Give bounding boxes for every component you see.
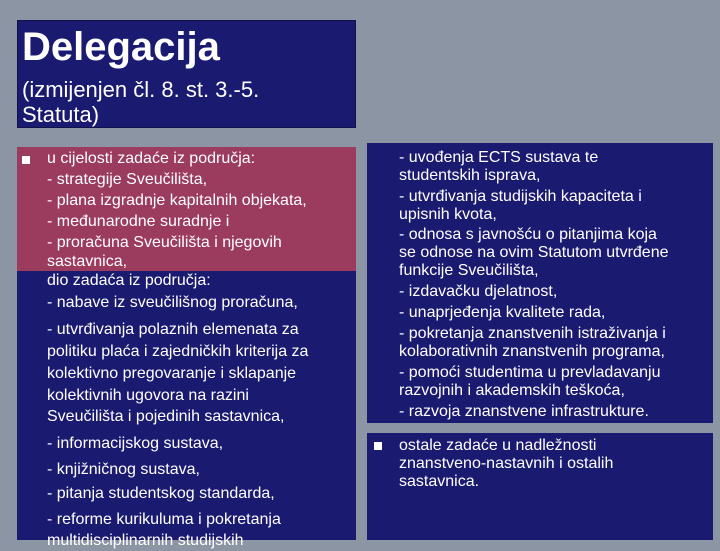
list-item: kolaborativnih znanstvenih programa, — [399, 343, 665, 360]
list-item: dio zadaća iz područja: — [47, 272, 211, 289]
list-item: sastavnica, — [47, 253, 128, 270]
list-item: kolektivno pregovaranje i sklapanje — [47, 365, 297, 382]
list-item: multidisciplinarnih studijskih — [47, 532, 244, 549]
list-item: - nabave iz sveučilišnog proračuna, — [47, 294, 298, 311]
list-item: - knjižničnog sustava, — [47, 461, 200, 478]
list-item: - odnosa s javnošću o pitanjima koja — [399, 226, 657, 243]
list-item: sastavnica. — [399, 473, 480, 490]
slide-subtitle — [22, 77, 259, 127]
list-item: - reforme kurikuluma i pokretanja — [47, 511, 281, 528]
list-item: - pokretanja znanstvenih istraživanja i — [399, 325, 666, 342]
list-item: - razvoja znanstvene infrastrukture. — [399, 403, 649, 420]
list-item: - strategije Sveučilišta, — [47, 171, 208, 188]
list-item: - međunarodne suradnje i — [47, 213, 230, 230]
list-item: - izdavačku djelatnost, — [399, 283, 558, 300]
list-item: - utvrđivanja polaznih elemenata za — [47, 321, 299, 338]
list-item: ostale zadaće u nadležnosti — [399, 437, 597, 454]
subtitle-line: (izmijenjen čl. 8. st. 3.-5. — [22, 77, 260, 102]
list-item: u cijelosti zadaće iz područja: — [47, 150, 256, 167]
list-item: se odnose na ovim Statutom utvrđene — [399, 244, 669, 261]
slide-title: Delegacija — [22, 25, 220, 69]
list-item: upisnih kvota, — [399, 206, 497, 223]
list-item: - pomoći studentima u prevladavanju — [399, 364, 661, 381]
list-item: - unaprjeđenja kvalitete rada, — [399, 304, 606, 321]
list-item: - uvođenja ECTS sustava te — [399, 149, 599, 166]
list-item: politiku plaća i zajedničkih kriterija za — [47, 343, 309, 360]
subtitle-line: Statuta) — [22, 102, 100, 127]
square-bullet-icon — [22, 156, 30, 164]
slide-title-box — [17, 20, 356, 128]
list-item: Sveučilišta i pojedinih sastavnica, — [47, 408, 285, 425]
list-item: - proračuna Sveučilišta i njegovih — [47, 234, 282, 251]
list-item: - pitanja studentskog standarda, — [47, 485, 275, 502]
list-item: - informacijskog sustava, — [47, 435, 224, 452]
list-item: - plana izgradnje kapitalnih objekata, — [47, 192, 307, 209]
square-bullet-icon — [374, 442, 382, 450]
list-item: razvojnih i akademskih teškoća, — [399, 382, 625, 399]
list-item: studentskih isprava, — [399, 167, 541, 184]
list-item: kolektivnih ugovora na razini — [47, 387, 249, 404]
list-item: funkcije Sveučilišta, — [399, 262, 539, 279]
list-item: znanstveno-nastavnih i ostalih — [399, 455, 614, 472]
list-item: - utvrđivanja studijskih kapaciteta i — [399, 188, 642, 205]
